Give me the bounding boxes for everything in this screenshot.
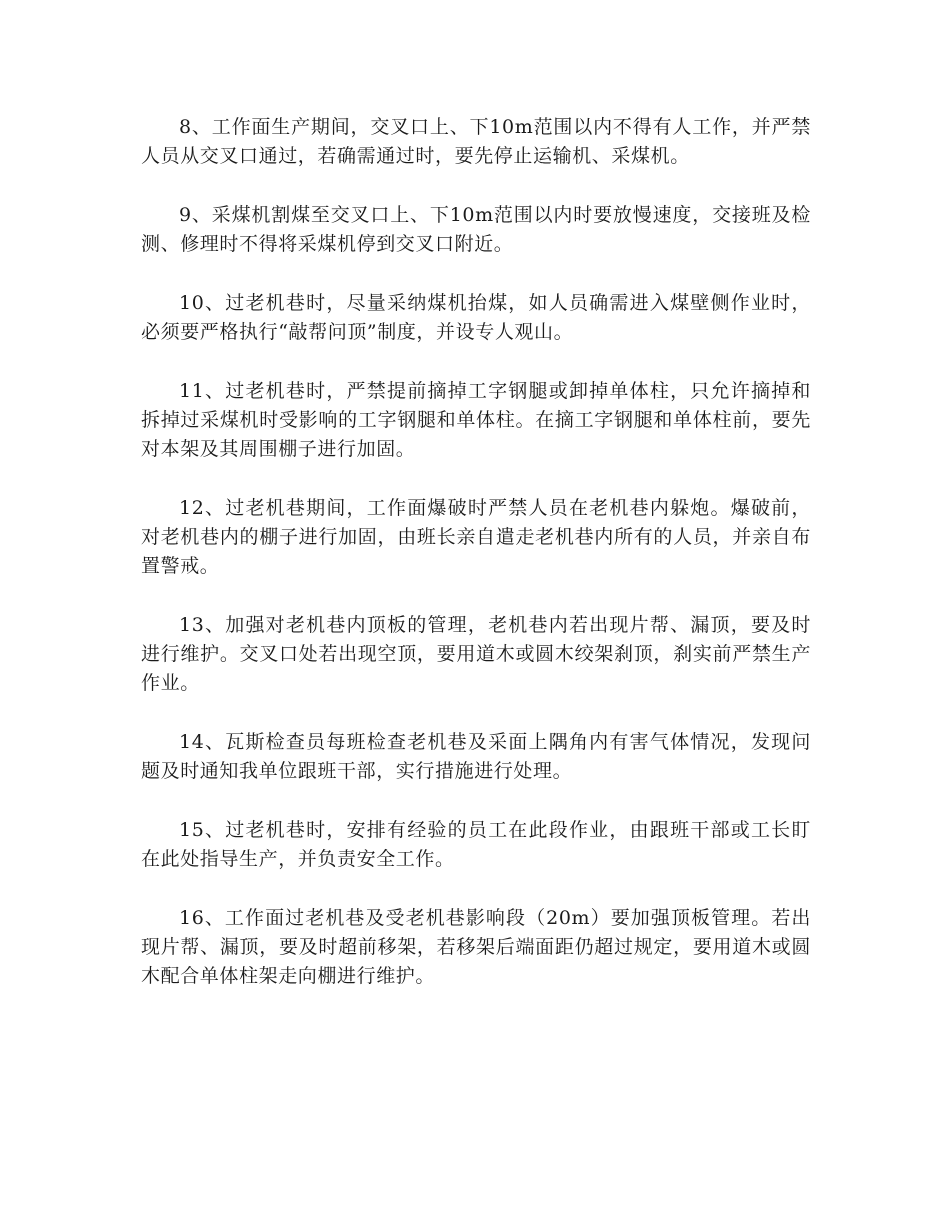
paragraph-16: 16、工作面过老机巷及受老机巷影响段（20m）要加强顶板管理。若出现片帮、漏顶，要及时超前移架，若移架后端面距仍超过规定，要用道木或圆木配合单体柱架走向棚进行维护。 — [141, 907, 811, 987]
paragraph-10: 10、过老机巷时，尽量采纳煤机抬煤，如人员确需进入煤壁侧作业时，必须要严格执行“敲帮问顶”制度，并设专人观山。 — [141, 292, 811, 343]
paragraph-9: 9、采煤机割煤至交叉口上、下10m范围以内时要放慢速度，交接班及检测、修理时不得将采煤机停到交叉口附近。 — [141, 204, 811, 255]
paragraph-15: 15、过老机巷时，安排有经验的员工在此段作业，由跟班干部或工长盯在此处指导生产，并负责安全工作。 — [141, 819, 811, 870]
paragraph-13: 13、加强对老机巷内顶板的管理，老机巷内若出现片帮、漏顶，要及时进行维护。交叉口处若出现空顶，要用道木或圆木绞架刹顶，刹实前严禁生产作业。 — [141, 614, 811, 694]
paragraph-8: 8、工作面生产期间，交叉口上、下10m范围以内不得有人工作，并严禁人员从交叉口通过，若确需通过时，要先停止运输机、采煤机。 — [141, 116, 811, 167]
paragraph-12: 12、过老机巷期间，工作面爆破时严禁人员在老机巷内躲炮。爆破前，对老机巷内的棚子进行加固，由班长亲自遣走老机巷内所有的人员，并亲自布置警戒。 — [141, 497, 811, 577]
paragraph-11: 11、过老机巷时，严禁提前摘掉工字钢腿或卸掉单体柱，只允许摘掉和拆掉过采煤机时受影响的工字钢腿和单体柱。在摘工字钢腿和单体柱前，要先对本架及其周围棚子进行加固。 — [141, 380, 811, 460]
paragraph-14: 14、瓦斯检查员每班检查老机巷及采面上隅角内有害气体情况，发现问题及时通知我单位跟班干部，实行措施进行处理。 — [141, 731, 811, 782]
document-body — [141, 113, 811, 991]
